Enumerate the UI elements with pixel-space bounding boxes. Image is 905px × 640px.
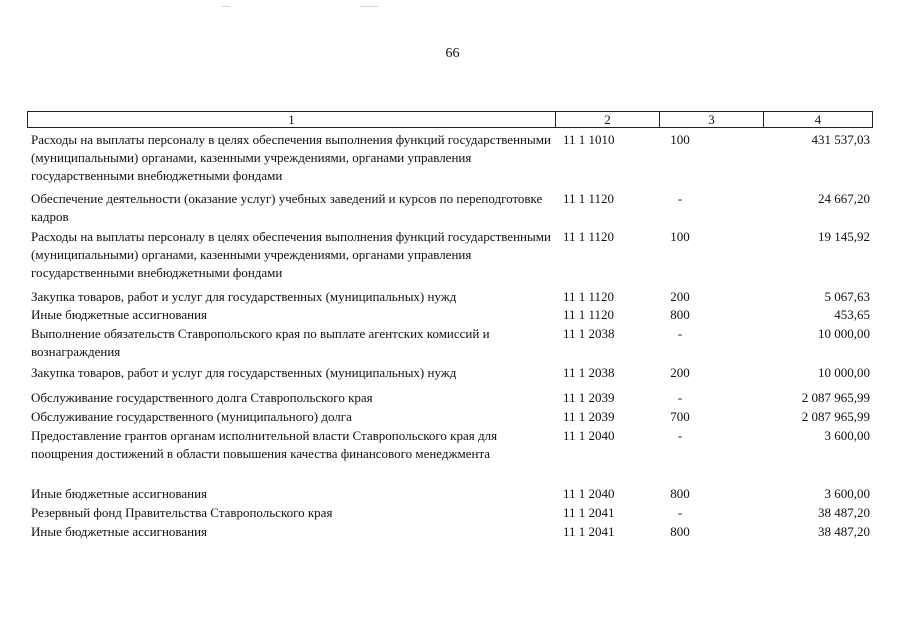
row-amount: 10 000,00	[818, 365, 870, 380]
header-col-4: 4	[814, 112, 822, 127]
row-code: 11 1 2039	[563, 390, 615, 405]
page-number: 66	[445, 46, 460, 61]
scan-artifact-line	[222, 6, 230, 7]
row-type: 200	[670, 289, 690, 304]
row-name: Обслуживание государственного долга Ставропольского края	[31, 390, 373, 405]
row-type: -	[677, 390, 683, 405]
row-type: -	[677, 428, 683, 443]
row-amount: 431 537,03	[811, 132, 870, 147]
header-col-1: 1	[28, 112, 556, 127]
row-name: Иные бюджетные ассигнования	[31, 486, 208, 501]
row-code: 11 1 2041	[563, 524, 615, 539]
row-amount: 3 600,00	[824, 486, 870, 501]
row-amount: 19 145,92	[818, 229, 870, 244]
row-name: Иные бюджетные ассигнования	[31, 307, 208, 322]
row-code: 11 1 1120	[563, 289, 615, 304]
row-amount: 453,65	[834, 307, 870, 322]
row-code: 11 1 2039	[563, 409, 615, 424]
row-code: 11 1 1010	[563, 132, 615, 147]
row-type: 800	[670, 307, 690, 322]
row-amount: 24 667,20	[818, 191, 870, 206]
row-name: Расходы на выплаты персоналу в целях обеспечения выполнения функций государственными (муниципальными) органами, казенными учреждениями, органами управления государственными внебюджетными фондами	[31, 132, 551, 183]
table-header	[27, 111, 873, 128]
row-name: Расходы на выплаты персоналу в целях обеспечения выполнения функций государственными (муниципальными) органами, казенными учреждениями, органами управления государственными внебюджетными фондами	[31, 229, 551, 280]
row-type: -	[677, 326, 683, 341]
row-code: 11 1 1120	[563, 307, 615, 322]
row-code: 11 1 2040	[563, 428, 615, 443]
header-col-3: 3	[660, 112, 764, 127]
row-code: 11 1 1120	[563, 229, 615, 244]
row-amount: 2 087 965,99	[801, 390, 870, 405]
row-type: 700	[670, 409, 690, 424]
row-name: Предоставление грантов органам исполнительной власти Ставропольского края для поощрения достижений в области повышения качества финансового менеджмента	[31, 428, 498, 461]
row-type: 800	[670, 524, 690, 539]
row-code: 11 1 2038	[563, 365, 615, 380]
row-name: Закупка товаров, работ и услуг для государственных (муниципальных) нужд	[31, 289, 457, 304]
row-type: 100	[670, 132, 690, 147]
row-code: 11 1 1120	[563, 191, 615, 206]
row-type: 800	[670, 486, 690, 501]
header-col-2: 2	[556, 112, 660, 127]
row-code: 11 1 2041	[563, 505, 615, 520]
row-name: Выполнение обязательств Ставропольского края по выплате агентских комиссий и вознаграждения	[31, 326, 490, 359]
row-amount: 3 600,00	[824, 428, 870, 443]
row-amount: 38 487,20	[818, 505, 870, 520]
row-name: Иные бюджетные ассигнования	[31, 524, 208, 539]
row-name: Обеспечение деятельности (оказание услуг) учебных заведений и курсов по переподготовке кадров	[31, 191, 543, 224]
row-name: Резервный фонд Правительства Ставропольского края	[31, 505, 333, 520]
row-type: -	[677, 505, 683, 520]
scan-artifact-line	[360, 6, 378, 7]
row-code: 11 1 2038	[563, 326, 615, 341]
row-amount: 10 000,00	[818, 326, 870, 341]
row-type: 200	[670, 365, 690, 380]
row-name: Обслуживание государственного (муниципального) долга	[31, 409, 352, 424]
row-amount: 2 087 965,99	[801, 409, 870, 424]
row-type: 100	[670, 229, 690, 244]
row-amount: 5 067,63	[824, 289, 870, 304]
row-code: 11 1 2040	[563, 486, 615, 501]
row-name: Закупка товаров, работ и услуг для государственных (муниципальных) нужд	[31, 365, 457, 380]
row-amount: 38 487,20	[818, 524, 870, 539]
row-type: -	[677, 191, 683, 206]
